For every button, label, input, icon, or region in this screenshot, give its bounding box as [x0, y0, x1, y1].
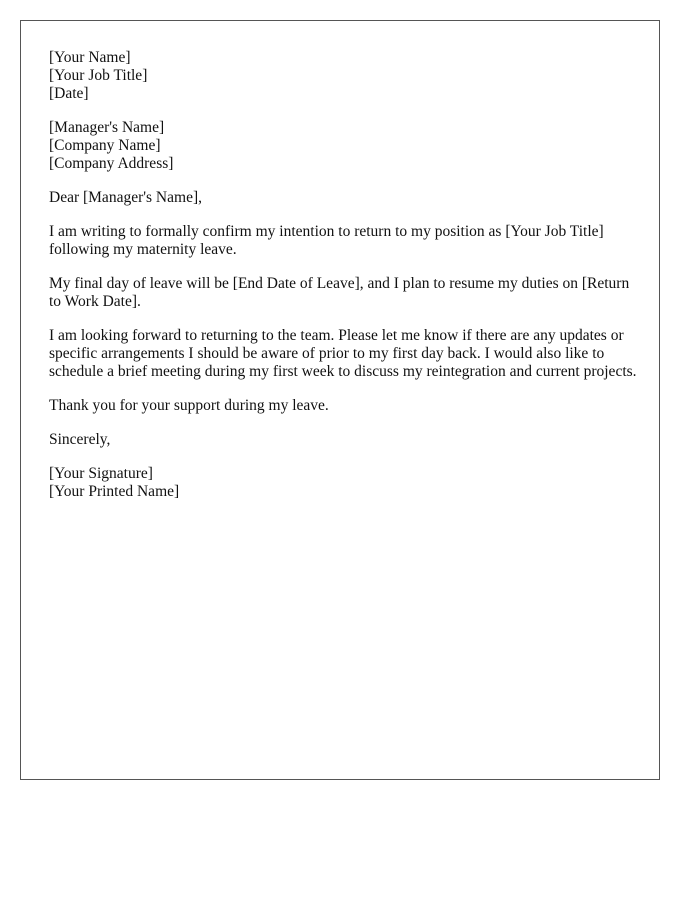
sender-name: [Your Name] — [49, 49, 131, 66]
body-paragraph-3: I am looking forward to returning to the team. Please let me know if there are any updates or specific arrangements I should be aware of prior to my first day back. I would also like to schedule a brief meeting during my first week to discuss my reintegration and current projects. — [49, 327, 637, 380]
sender-block — [49, 49, 639, 103]
printed-name: [Your Printed Name] — [49, 483, 180, 500]
body-paragraph-4: Thank you for your support during my leave. — [49, 397, 329, 414]
letter-content — [49, 49, 639, 517]
body-paragraph-2: My final day of leave will be [End Date of Leave], and I plan to resume my duties on [Return to Work Date]. — [49, 275, 630, 310]
signature-block — [49, 465, 639, 501]
recipient-address: [Company Address] — [49, 155, 174, 172]
salutation: Dear [Manager's Name], — [49, 189, 202, 206]
signature-line: [Your Signature] — [49, 465, 153, 482]
letter-page — [20, 20, 660, 780]
letter-date: [Date] — [49, 85, 89, 102]
sender-job-title: [Your Job Title] — [49, 67, 148, 84]
closing: Sincerely, — [49, 431, 111, 448]
body-paragraph-1: I am writing to formally confirm my intention to return to my position as [Your Job Title] following my maternity leave. — [49, 223, 604, 258]
recipient-name: [Manager's Name] — [49, 119, 165, 136]
recipient-block — [49, 119, 639, 173]
recipient-company: [Company Name] — [49, 137, 161, 154]
